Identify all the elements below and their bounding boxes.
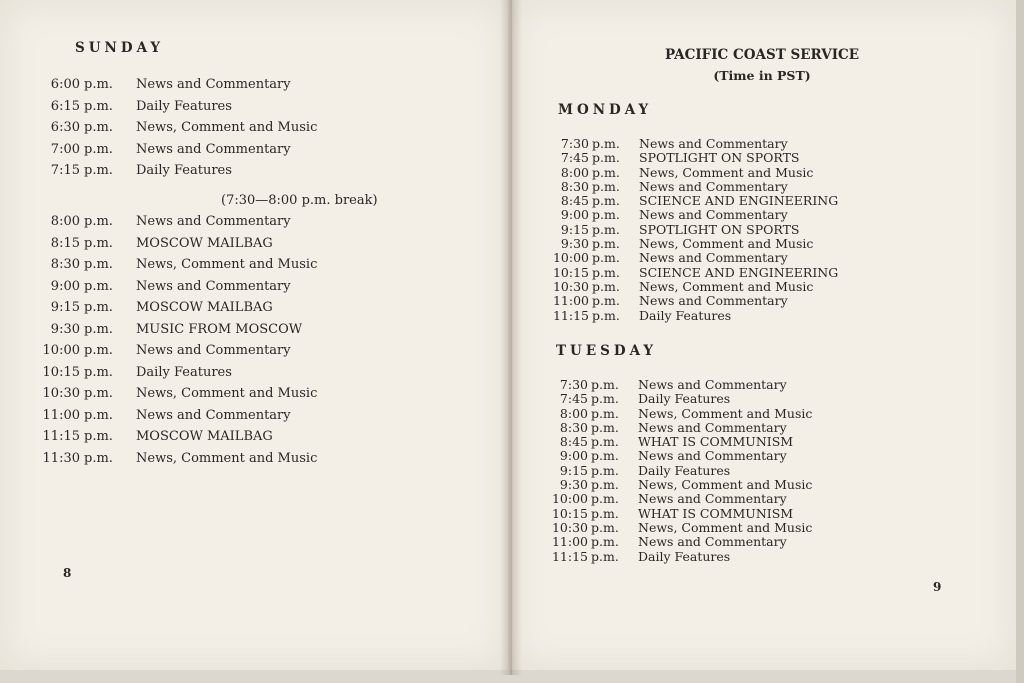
schedule-program: Daily Features <box>136 364 232 380</box>
book-gutter <box>500 0 522 675</box>
schedule-time: 8:45 <box>559 434 588 450</box>
schedule-ampm: p.m. <box>591 462 619 478</box>
schedule-row <box>30 77 317 99</box>
schedule-ampm: p.m. <box>592 193 620 209</box>
day-heading-tuesday: TUESDAY <box>556 343 658 359</box>
schedule-row <box>550 378 812 392</box>
schedule-ampm: p.m. <box>592 221 620 237</box>
schedule-row <box>30 365 317 387</box>
schedule-program: Daily Features <box>639 307 732 323</box>
page-number-left: 8 <box>63 566 72 580</box>
schedule-row <box>550 507 812 521</box>
schedule-row <box>30 429 317 451</box>
schedule-ampm: p.m. <box>591 405 619 421</box>
schedule-ampm: p.m. <box>84 235 113 251</box>
schedule-row <box>550 421 812 435</box>
schedule-program: News and Commentary <box>638 377 787 392</box>
schedule-program: News and Commentary <box>136 214 291 229</box>
schedule-time: 8:45 <box>560 193 589 209</box>
schedule-row <box>550 392 812 406</box>
schedule-time: 9:00 <box>50 278 80 294</box>
schedule-row <box>551 180 838 194</box>
schedule-ampm: p.m. <box>591 419 619 435</box>
schedule-row <box>30 236 317 258</box>
service-title: PACIFIC COAST SERVICE <box>664 47 860 63</box>
schedule-program: News and Commentary <box>639 250 788 266</box>
schedule-row <box>30 257 317 279</box>
schedule-program: SPOTLIGHT ON SPORTS <box>639 150 800 166</box>
schedule-program: WHAT IS COMMUNISM <box>638 434 794 450</box>
schedule-row <box>550 521 812 535</box>
schedule-program: MUSIC FROM MOSCOW <box>136 321 303 337</box>
schedule-time: 7:15 <box>50 163 80 178</box>
schedule-time: 8:00 <box>560 164 589 180</box>
schedule-row <box>551 266 838 280</box>
schedule-program: MOSCOW MAILBAG <box>136 300 273 315</box>
schedule-row <box>550 435 812 449</box>
schedule-time: 7:30 <box>560 136 589 151</box>
schedule-program: News and Commentary <box>639 178 788 194</box>
schedule-program: News, Comment and Music <box>638 477 813 493</box>
schedule-ampm: p.m. <box>592 278 620 294</box>
schedule-time: 10:00 <box>552 250 589 266</box>
schedule-program: News and Commentary <box>639 207 788 223</box>
schedule-ampm: p.m. <box>591 448 619 464</box>
schedule-ampm: p.m. <box>591 491 619 507</box>
schedule-row <box>550 478 812 492</box>
schedule-program: WHAT IS COMMUNISM <box>638 505 794 521</box>
schedule-row <box>551 137 838 151</box>
schedule-row <box>30 300 317 322</box>
schedule-row <box>550 464 812 478</box>
schedule-time: 9:15 <box>50 300 80 315</box>
schedule-program: News, Comment and Music <box>639 278 814 294</box>
schedule-program: News, Comment and Music <box>638 519 813 535</box>
schedule-row <box>550 550 812 564</box>
page-number-right: 9 <box>933 580 942 594</box>
schedule-row <box>30 279 317 301</box>
schedule-program: MOSCOW MAILBAG <box>136 235 273 251</box>
schedule-time: 7:30 <box>559 377 588 392</box>
schedule-ampm: p.m. <box>84 77 113 92</box>
schedule-ampm: p.m. <box>84 407 113 423</box>
schedule-row <box>551 294 838 308</box>
schedule-ampm: p.m. <box>592 236 620 252</box>
schedule-program: News and Commentary <box>638 534 787 550</box>
schedule-ampm: p.m. <box>84 257 113 272</box>
schedule-program: News, Comment and Music <box>136 450 318 466</box>
schedule-ampm: p.m. <box>591 534 619 550</box>
schedule-time: 10:15 <box>551 505 588 521</box>
schedule-time: 9:00 <box>559 448 588 464</box>
schedule-program: News and Commentary <box>136 343 291 358</box>
schedule-row <box>551 194 838 208</box>
schedule-program: Daily Features <box>136 163 232 178</box>
schedule-row <box>551 208 838 222</box>
sunday-schedule-early <box>30 77 317 185</box>
schedule-time: 11:30 <box>42 450 80 466</box>
schedule-ampm: p.m. <box>84 98 113 114</box>
schedule-program: News and Commentary <box>136 278 291 294</box>
schedule-program: News and Commentary <box>136 141 291 157</box>
schedule-row <box>30 163 317 185</box>
schedule-time: 11:15 <box>42 429 80 444</box>
schedule-time: 11:15 <box>551 548 588 564</box>
schedule-program: News, Comment and Music <box>136 386 318 401</box>
schedule-time: 10:00 <box>42 343 80 358</box>
schedule-time: 9:15 <box>559 462 588 478</box>
schedule-row <box>30 142 317 164</box>
schedule-ampm: p.m. <box>591 505 619 521</box>
schedule-row <box>30 408 317 430</box>
schedule-ampm: p.m. <box>591 391 619 407</box>
schedule-ampm: p.m. <box>84 278 113 294</box>
schedule-row <box>550 492 812 506</box>
schedule-time: 8:30 <box>560 178 589 194</box>
schedule-row <box>30 99 317 121</box>
schedule-time: 6:00 <box>50 77 80 92</box>
schedule-ampm: p.m. <box>84 450 113 466</box>
day-heading-monday: MONDAY <box>558 102 653 118</box>
schedule-program: Daily Features <box>638 462 731 478</box>
schedule-program: News and Commentary <box>639 136 788 151</box>
schedule-ampm: p.m. <box>591 477 619 493</box>
schedule-program: News and Commentary <box>638 448 787 464</box>
schedule-ampm: p.m. <box>591 434 619 450</box>
schedule-time: 7:00 <box>50 141 80 157</box>
page-edge <box>1016 0 1024 683</box>
schedule-time: 9:30 <box>50 321 80 337</box>
tuesday-schedule <box>550 378 812 564</box>
schedule-ampm: p.m. <box>592 264 620 280</box>
schedule-time: 7:45 <box>559 391 588 407</box>
schedule-row <box>550 535 812 549</box>
schedule-program: Daily Features <box>638 391 731 407</box>
schedule-time: 8:30 <box>559 419 588 435</box>
schedule-row <box>30 214 317 236</box>
schedule-row <box>30 386 317 408</box>
schedule-time: 9:30 <box>560 236 589 252</box>
schedule-row <box>30 451 317 473</box>
left-page <box>0 0 508 670</box>
schedule-program: SPOTLIGHT ON SPORTS <box>639 221 800 237</box>
schedule-time: 11:00 <box>552 293 589 309</box>
schedule-ampm: p.m. <box>591 548 619 564</box>
schedule-time: 9:00 <box>560 207 589 223</box>
sunday-schedule-late <box>30 214 317 472</box>
schedule-program: News, Comment and Music <box>136 120 318 135</box>
schedule-time: 11:00 <box>42 407 80 423</box>
schedule-ampm: p.m. <box>84 214 113 229</box>
schedule-ampm: p.m. <box>592 178 620 194</box>
schedule-ampm: p.m. <box>592 150 620 166</box>
schedule-ampm: p.m. <box>84 120 113 135</box>
right-page <box>510 0 1016 670</box>
schedule-row <box>551 151 838 165</box>
schedule-program: News and Commentary <box>638 491 787 507</box>
schedule-program: News and Commentary <box>136 77 291 92</box>
schedule-program: News and Commentary <box>136 407 291 423</box>
schedule-ampm: p.m. <box>592 164 620 180</box>
schedule-time: 6:15 <box>50 98 80 114</box>
schedule-ampm: p.m. <box>592 250 620 266</box>
schedule-row <box>551 166 838 180</box>
schedule-ampm: p.m. <box>84 429 113 444</box>
schedule-ampm: p.m. <box>592 207 620 223</box>
schedule-row <box>30 322 317 344</box>
schedule-ampm: p.m. <box>84 343 113 358</box>
schedule-row <box>551 223 838 237</box>
schedule-time: 10:30 <box>42 386 80 401</box>
schedule-time: 9:30 <box>559 477 588 493</box>
schedule-ampm: p.m. <box>84 163 113 178</box>
schedule-ampm: p.m. <box>84 300 113 315</box>
schedule-program: News and Commentary <box>639 293 788 309</box>
schedule-program: News, Comment and Music <box>639 164 814 180</box>
schedule-time: 8:30 <box>50 257 80 272</box>
schedule-program: Daily Features <box>638 548 731 564</box>
schedule-time: 8:00 <box>50 214 80 229</box>
schedule-row <box>550 449 812 463</box>
schedule-time: 10:00 <box>551 491 588 507</box>
schedule-ampm: p.m. <box>592 293 620 309</box>
schedule-time: 6:30 <box>50 120 80 135</box>
break-note: (7:30—8:00 p.m. break) <box>221 193 378 208</box>
schedule-time: 10:15 <box>552 264 589 280</box>
schedule-ampm: p.m. <box>84 386 113 401</box>
schedule-row <box>30 343 317 365</box>
schedule-time: 8:15 <box>50 235 80 251</box>
schedule-program: News and Commentary <box>638 419 787 435</box>
schedule-program: News, Comment and Music <box>136 257 318 272</box>
schedule-program: News, Comment and Music <box>639 236 814 252</box>
schedule-ampm: p.m. <box>592 307 620 323</box>
schedule-row <box>551 280 838 294</box>
schedule-ampm: p.m. <box>84 141 113 157</box>
schedule-row <box>551 309 838 323</box>
schedule-ampm: p.m. <box>84 321 113 337</box>
schedule-row <box>551 251 838 265</box>
schedule-program: SCIENCE AND ENGINEERING <box>639 193 839 209</box>
monday-schedule <box>551 137 838 323</box>
schedule-time: 10:15 <box>42 364 80 380</box>
schedule-ampm: p.m. <box>591 519 619 535</box>
schedule-row <box>550 407 812 421</box>
schedule-ampm: p.m. <box>591 377 619 392</box>
service-subtitle: (Time in PST) <box>713 68 811 83</box>
schedule-time: 8:00 <box>559 405 588 421</box>
schedule-time: 11:15 <box>552 307 589 323</box>
schedule-time: 9:15 <box>560 221 589 237</box>
schedule-time: 7:45 <box>560 150 589 166</box>
schedule-program: Daily Features <box>136 98 232 114</box>
schedule-time: 11:00 <box>551 534 588 550</box>
schedule-program: News, Comment and Music <box>638 405 813 421</box>
schedule-ampm: p.m. <box>84 364 113 380</box>
schedule-time: 10:30 <box>551 519 588 535</box>
schedule-program: MOSCOW MAILBAG <box>136 429 273 444</box>
schedule-row <box>551 237 838 251</box>
schedule-ampm: p.m. <box>592 136 620 151</box>
day-heading-sunday: SUNDAY <box>75 40 165 56</box>
schedule-program: SCIENCE AND ENGINEERING <box>639 264 839 280</box>
schedule-time: 10:30 <box>552 278 589 294</box>
schedule-row <box>30 120 317 142</box>
